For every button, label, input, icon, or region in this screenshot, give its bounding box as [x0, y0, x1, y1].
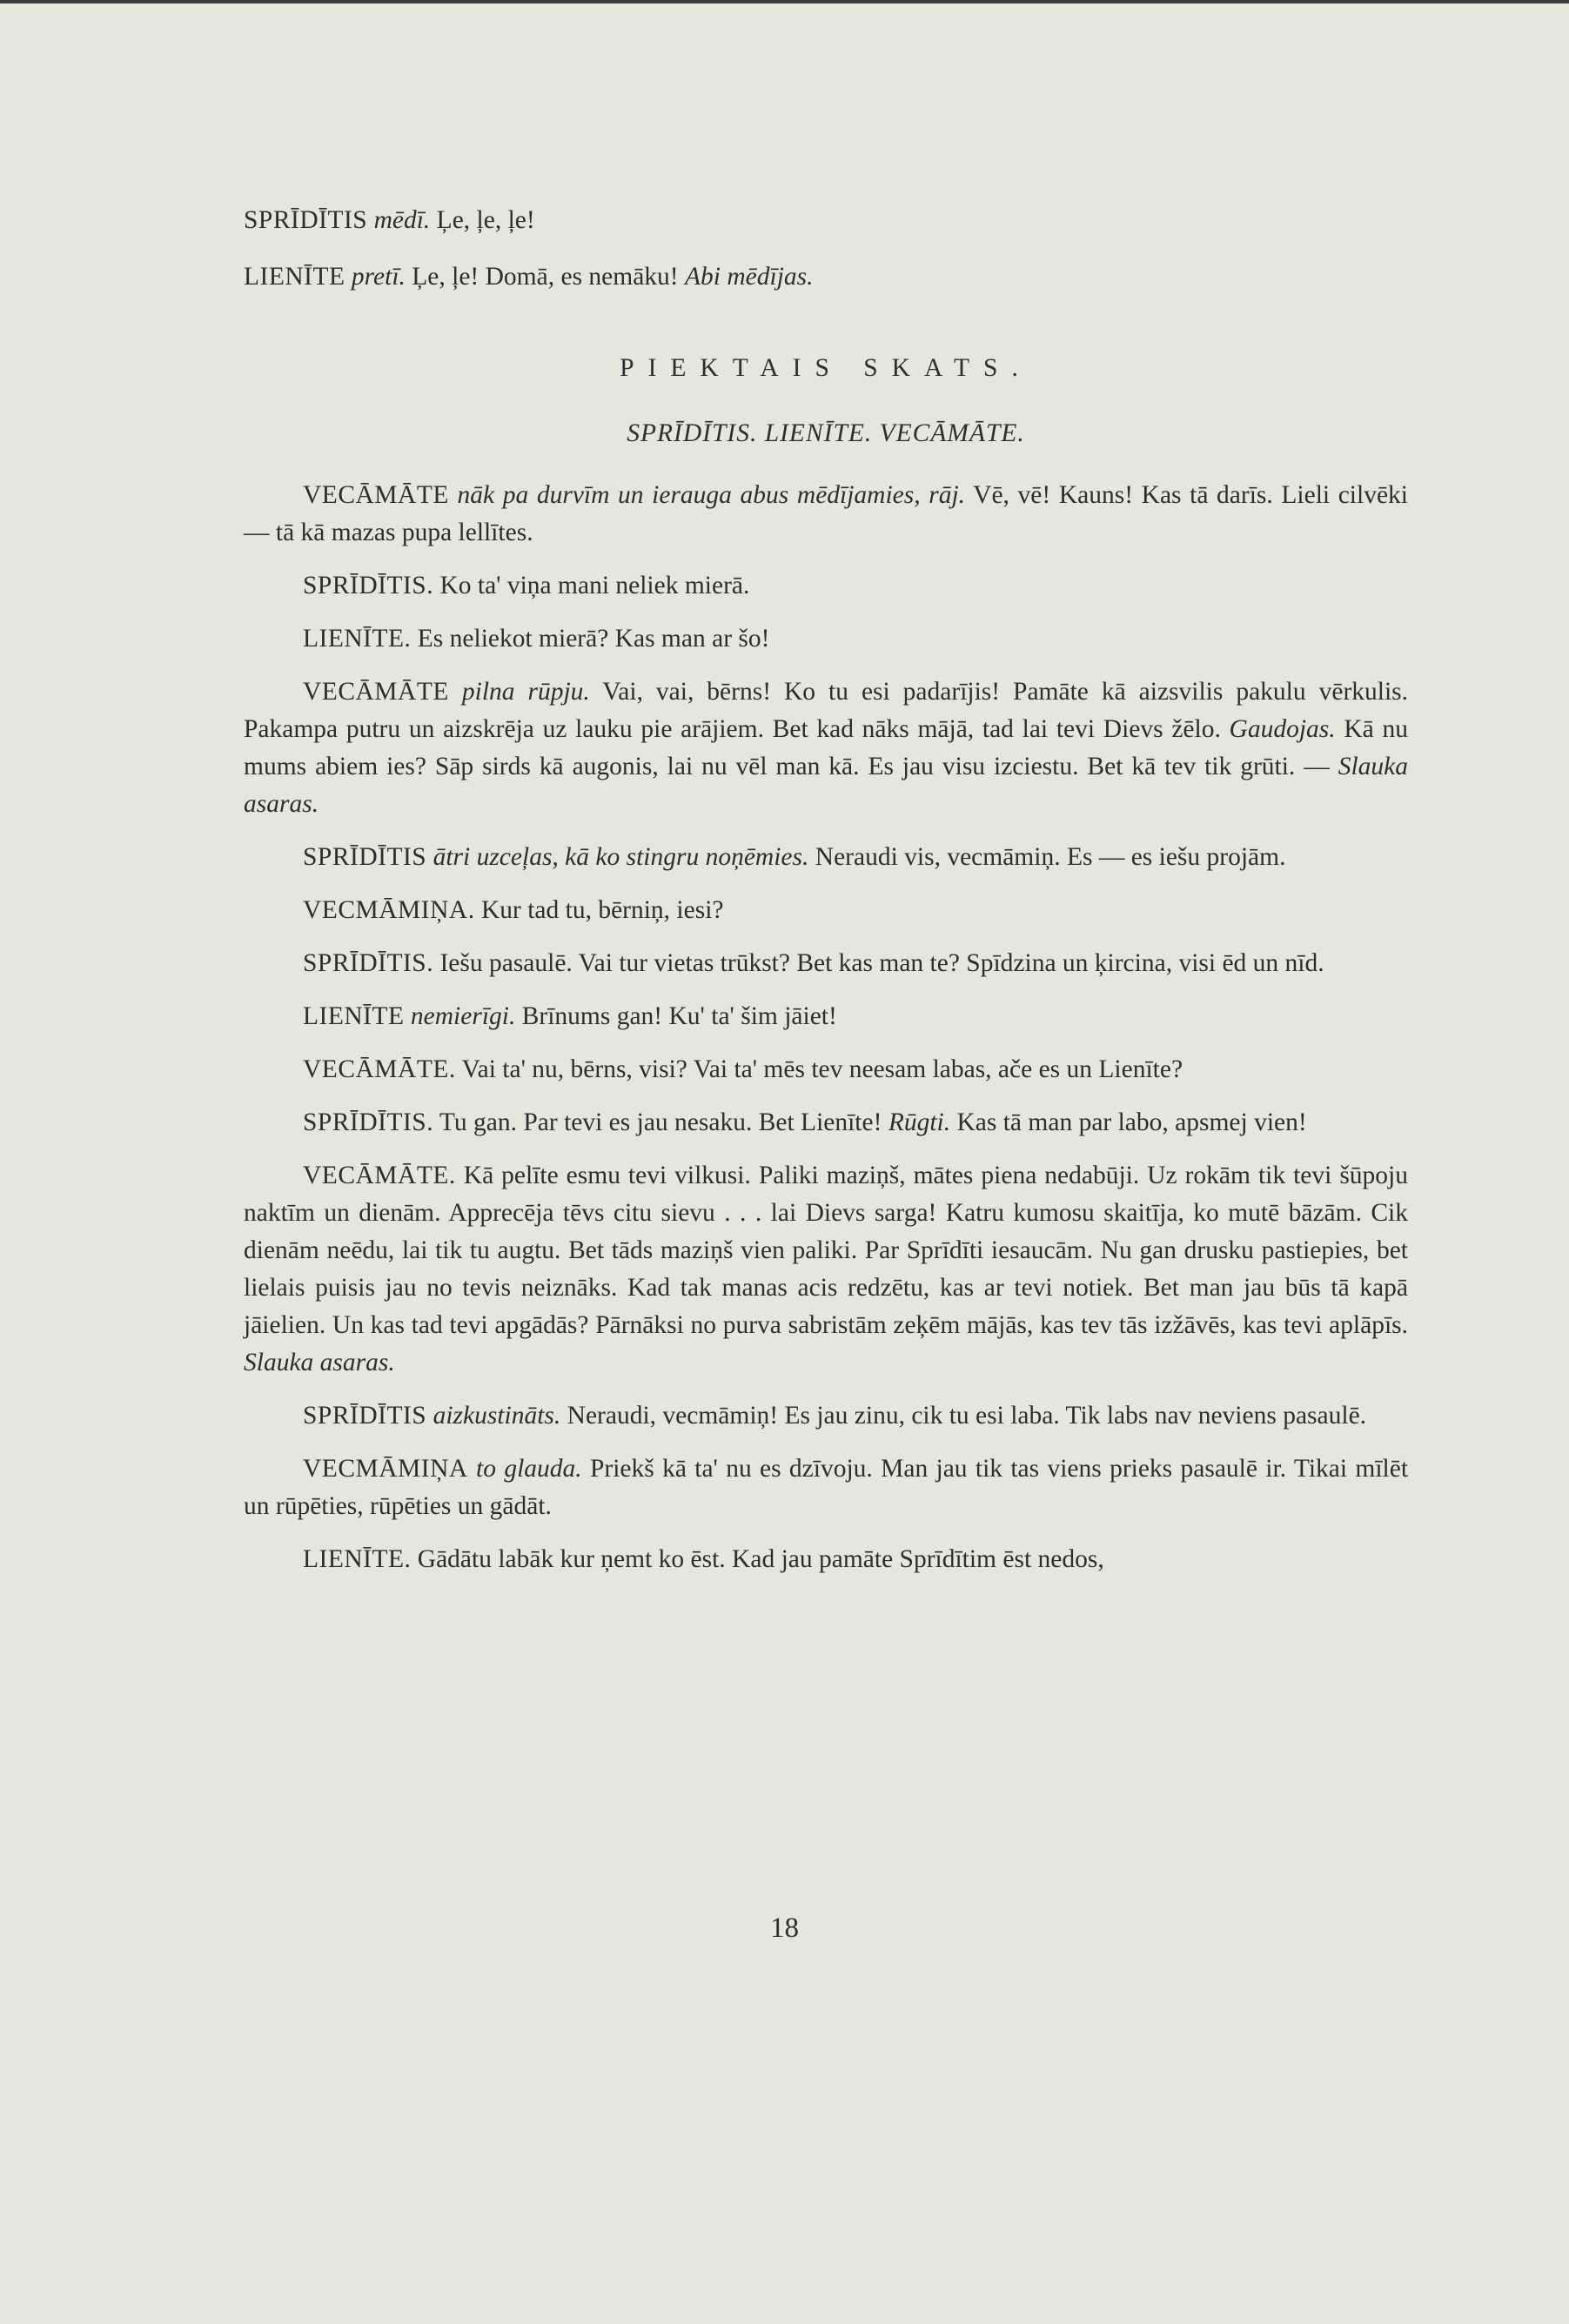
- dialogue-paragraph: [244, 998, 1408, 1035]
- speaker-name: VECĀMĀTE.: [303, 1055, 456, 1083]
- speaker-name: LIENĪTE.: [303, 1545, 412, 1573]
- spoken-text: Gādātu labāk kur ņemt ko ēst. Kad jau pamāte Sprīdītim ēst nedos,: [417, 1545, 1104, 1573]
- speaker-name: LIENĪTE: [303, 1002, 405, 1030]
- speaker-name: LIENĪTE.: [303, 625, 412, 653]
- intro-line: [244, 202, 1408, 239]
- dialogue-paragraph: [244, 945, 1408, 982]
- dialogue-paragraph: [244, 673, 1408, 823]
- spoken-text: Ļe, ļe! Domā, es nemāku!: [412, 263, 679, 291]
- dialogue-paragraph: [244, 567, 1408, 605]
- spoken-text: Vē, vē! Kauns! Kas tā darīs. Lieli cilvēki — tā kā mazas pupa lellītes.: [244, 481, 1408, 546]
- stage-direction: Slauka asaras.: [244, 753, 1408, 818]
- speaker-name: SPRĪDĪTIS.: [303, 572, 434, 599]
- stage-direction: to glauda.: [476, 1455, 582, 1483]
- scene-cast-list: SPRĪDĪTIS. LIENĪTE. VECĀMĀTE.: [627, 419, 1025, 447]
- spoken-text: Es neliekot mierā? Kas man ar šo!: [417, 625, 770, 653]
- stage-direction: Gaudojas.: [1229, 715, 1336, 743]
- dialogue-paragraph: [244, 1541, 1408, 1578]
- spoken-text: Kur tad tu, bērniņ, iesi?: [480, 896, 724, 924]
- spoken-text: Neraudi, vecmāmiņ! Es jau zinu, cik tu esi laba. Tik labs nav neviens pasaulē.: [567, 1402, 1367, 1430]
- dialogue-paragraph: [244, 477, 1408, 552]
- stage-direction: nemierīgi.: [410, 1002, 516, 1030]
- speaker-name: SPRĪDĪTIS.: [303, 949, 434, 977]
- scene-heading: PIEKTAIS SKATS.: [620, 354, 1032, 382]
- spoken-text: Brīnums gan! Ku' ta' šim jāiet!: [521, 1002, 837, 1030]
- spoken-text: Neraudi vis, vecmāmiņ. Es — es iešu projām.: [815, 843, 1286, 871]
- speaker-name: SPRĪDĪTIS: [244, 206, 368, 234]
- stage-direction: aizkustināts.: [432, 1402, 561, 1430]
- speaker-name: SPRĪDĪTIS: [303, 1402, 427, 1430]
- speaker-name: VECMĀMIŅA.: [303, 896, 475, 924]
- top-edge-rule: [0, 0, 1569, 3]
- speaker-name: SPRĪDĪTIS: [303, 843, 427, 871]
- spoken-text: Kas tā man par labo, apsmej vien!: [956, 1108, 1307, 1136]
- speaker-name: SPRĪDĪTIS.: [303, 1108, 434, 1136]
- book-page: [244, 202, 1408, 1594]
- stage-direction: Slauka asaras.: [244, 1349, 395, 1376]
- stage-direction: pilna rūpju.: [461, 678, 590, 706]
- speaker-name: VECĀMĀTE: [303, 481, 449, 509]
- dialogue-paragraph: [244, 1397, 1408, 1435]
- speaker-name: VECĀMĀTE: [303, 678, 449, 706]
- stage-direction: Abi mēdījas.: [685, 263, 814, 291]
- spoken-text: Priekš kā ta' nu es dzīvoju. Man jau tik tas viens prieks pasaulē ir. Tikai mīlēt un rūpēties, rūpēties un gādāt.: [244, 1455, 1409, 1520]
- stage-direction: ātri uzceļas, kā ko stingru noņēmies.: [432, 843, 809, 871]
- spoken-text: Iešu pasaulē. Vai tur vietas trūkst? Bet kas man te? Spīdzina un ķircina, visi ēd un nīd.: [439, 949, 1324, 977]
- spoken-text: Ko ta' viņa mani neliek mierā.: [439, 572, 750, 599]
- spoken-text: Tu gan. Par tevi es jau nesaku. Bet Lienīte!: [439, 1108, 882, 1136]
- spoken-text: Vai ta' nu, bērns, visi? Vai ta' mēs tev neesam labas, ače es un Lienīte?: [461, 1055, 1183, 1083]
- stage-direction: nāk pa durvīm un ierauga abus mēdījamies, rāj.: [457, 481, 966, 509]
- dialogue-paragraph: [244, 620, 1408, 658]
- stage-direction: mēdī.: [373, 206, 431, 234]
- speaker-name: LIENĪTE: [244, 263, 345, 291]
- page-number: 18: [770, 1912, 799, 1944]
- dialogue-paragraph: [244, 1104, 1408, 1142]
- speaker-name: VECMĀMIŅA: [303, 1455, 468, 1483]
- dialogue-paragraph: [244, 1051, 1408, 1088]
- dialogue-paragraph: [244, 892, 1408, 929]
- dialogue-paragraph: [244, 1450, 1408, 1525]
- speaker-name: VECĀMĀTE.: [303, 1162, 456, 1189]
- spoken-text: Kā nu mums abiem ies? Sāp sirds kā augonis, lai nu vēl man kā. Es jau visu izciestu. Bet kā tev tik grūti. —: [244, 715, 1408, 780]
- spoken-text: Vai, vai, bērns! Ko tu esi padarījis! Pamāte kā aizsvilis pakulu vērkulis. Pakampa putru un aizskrēja uz lauku pie arājiem. Bet kad nāks mājā, tad lai tevi Dievs žēlo.: [244, 678, 1409, 743]
- spoken-text: Ļe, ļe, ļe!: [436, 206, 535, 234]
- dialogue-paragraph: [244, 839, 1408, 876]
- stage-direction: Rūgti.: [888, 1108, 951, 1136]
- stage-direction: pretī.: [351, 263, 406, 291]
- spoken-text: Kā pelīte esmu tevi vilkusi. Paliki maziņš, mātes piena nedabūji. Uz rokām tik tevi šūpoju naktīm un dienām. Apprecēja tēvs citu sievu . . . lai Dievs sarga! Katru kumosu skaitīja, ko mutē bāzām. Cik dienām neēdu, lai tik tu augtu. Bet tāds maziņš vien paliki. Par Sprīdīti iesaucām. Nu gan drusku pastiepies, bet lielais puisis jau no tevis neiznāks. Kad tak manas acis redzētu, kas ar tevi notiek. Bet man jau būs tā kapā jāielien. Un kas tad tevi apgādās? Pārnāksi no purva sabristām zeķēm mājās, kas tev tās izžāvēs, kas tevi aplāpīs.: [244, 1162, 1409, 1339]
- intro-line: [244, 258, 1408, 296]
- dialogue-paragraph: [244, 1157, 1408, 1382]
